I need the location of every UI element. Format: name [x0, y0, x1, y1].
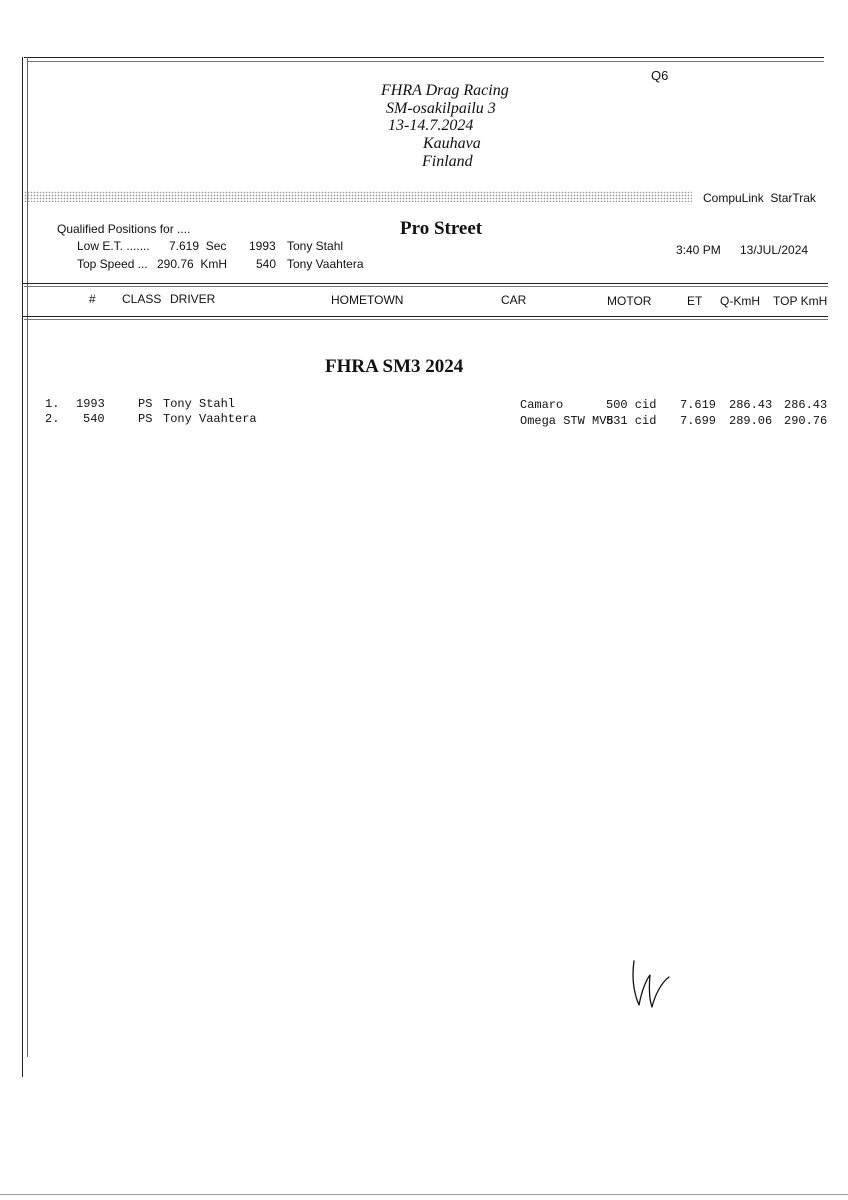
top-speed-driver: Tony Vaahtera — [287, 257, 364, 271]
row-et: 7.699 — [680, 414, 717, 428]
event-dates: 13-14.7.2024 — [388, 117, 474, 134]
left-border-inner — [27, 57, 28, 1057]
low-et-driver: Tony Stahl — [287, 239, 344, 253]
col-number: # — [89, 292, 96, 306]
row-et: 7.619 — [680, 398, 717, 412]
report-time: 3:40 PM — [676, 243, 721, 257]
col-car: CAR — [501, 293, 527, 307]
section-title: FHRA SM3 2024 — [325, 356, 464, 377]
low-et-label: Low E.T. ....... — [77, 239, 150, 253]
left-border — [22, 57, 23, 1077]
event-city: Kauhava — [423, 135, 481, 152]
row-driver: Tony Stahl — [163, 397, 236, 411]
col-class: CLASS — [122, 292, 162, 306]
header-rule-top — [22, 283, 828, 284]
top-rule — [24, 57, 824, 58]
col-hometown: HOMETOWN — [331, 293, 404, 307]
row-car: Omega STW MV8 — [520, 414, 614, 428]
col-driver: DRIVER — [170, 292, 216, 306]
dotted-separator — [24, 191, 692, 202]
qualified-positions-title: Qualified Positions for .... — [57, 222, 191, 236]
row-position: 2. — [45, 412, 60, 426]
report-date: 13/JUL/2024 — [740, 243, 809, 257]
row-top-kmh: 286.43 — [784, 398, 828, 412]
session-code: Q6 — [651, 68, 669, 83]
row-q-kmh: 286.43 — [729, 398, 773, 412]
col-q-kmh: Q-KmH — [720, 294, 760, 308]
col-et: ET — [687, 294, 703, 308]
row-motor: 500 cid — [606, 398, 657, 412]
event-country: Finland — [422, 153, 473, 170]
event-round: SM-osakilpailu 3 — [386, 100, 496, 117]
top-speed-label: Top Speed ... — [77, 257, 148, 271]
low-et-number: 1993 — [249, 239, 276, 253]
row-q-kmh: 289.06 — [729, 414, 773, 428]
row-car: Camaro — [520, 398, 564, 412]
row-position: 1. — [45, 397, 60, 411]
col-top-kmh: TOP KmH — [773, 294, 828, 308]
header-rule-bottom-inner — [24, 319, 828, 320]
row-number: 1993 — [76, 397, 105, 411]
bottom-rule — [0, 1194, 848, 1195]
col-motor: MOTOR — [607, 294, 652, 308]
top-speed-value: 290.76 KmH — [157, 257, 228, 271]
row-number: 540 — [83, 412, 105, 426]
row-driver: Tony Vaahtera — [163, 412, 257, 426]
row-motor: 531 cid — [606, 414, 657, 428]
system-name: CompuLink StarTrak — [703, 191, 816, 205]
header-rule-bottom — [22, 316, 828, 317]
top-rule-inner — [28, 61, 824, 62]
row-class: PS — [138, 412, 153, 426]
row-top-kmh: 290.76 — [784, 414, 828, 428]
low-et-value: 7.619 Sec — [169, 239, 227, 253]
header-rule-top-inner — [24, 286, 828, 287]
event-name: FHRA Drag Racing — [381, 82, 509, 99]
row-class: PS — [138, 397, 153, 411]
class-title: Pro Street — [400, 218, 483, 239]
signature-image — [625, 955, 675, 1015]
top-speed-number: 540 — [256, 257, 277, 271]
